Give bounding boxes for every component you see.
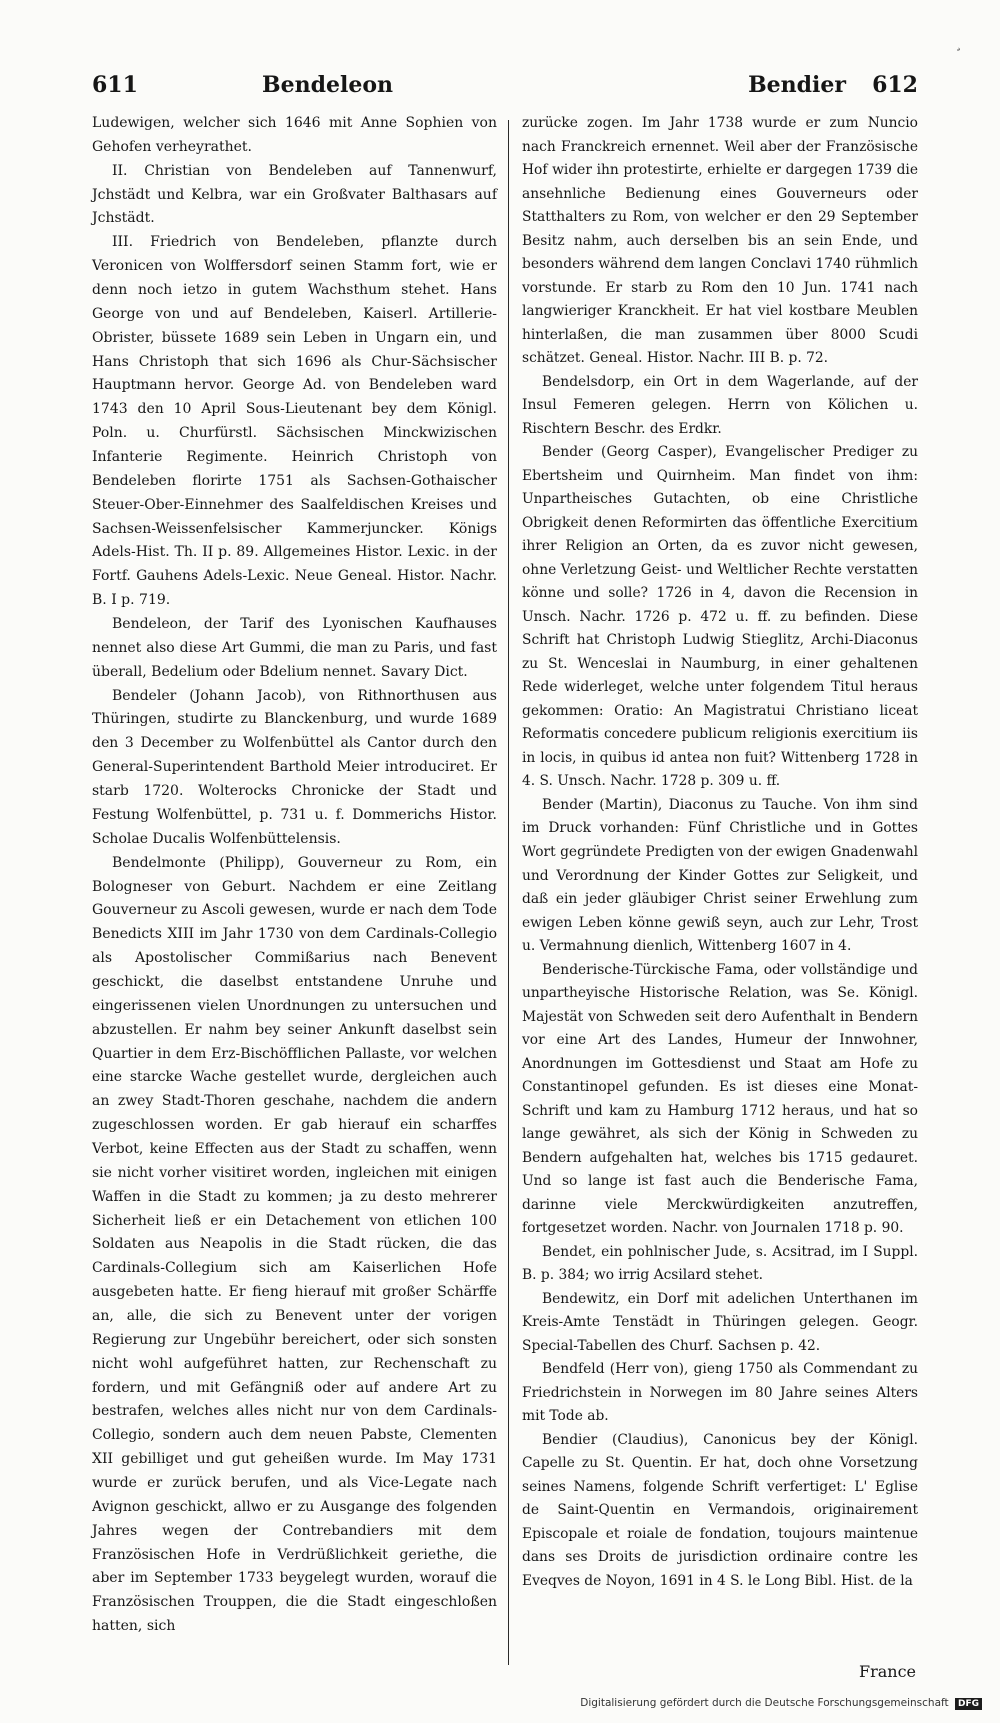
paragraph: III. Friedrich von Bendeleben, pflanzte durch Veronicen von Wolffersdorf seinen Stamm fort, wie er denn noch ietzo in gutem Wachsthum stehet. Hans George von und auf Bendeleben, Kaiserl. Artillerie-Obrister, büssete 1689 sein Leben in Ungarn ein, und Hans Christoph that sich 1696 als Chur-Sächsischer Hauptmann hervor. George Ad. von Bendeleben ward 1743 den 10 April Sous-Lieutenant bey dem Königl. Poln. u. Churfürstl. Sächsischen Minckwizischen Infanterie Regimente. Heinrich Christoph von Bendeleben florirte 1751 als Sachsen-Gothaischer Steuer-Ober-Einnehmer des Saalfeldischen Kreises und Sachsen-Weissenfelsischer Kammerjuncker. Königs Adels-Hist. Th. II p. 89. Allgemeines Histor. Lexic. in der Fortf. Gauhens Adels-Lexic. Neue Geneal. Histor. Nachr. B. I p. 719. — [92, 234, 497, 609]
catchword: France — [858, 1662, 916, 1681]
entry-bendeler: Bendeler (Johann Jacob), von Rithnorthusen aus Thüringen, studirte zu Blanckenburg, und wurde 1689 den 3 December zu Wolfenbüttel als Cantor durch den General-Superintendent Barthold Meier introduciret. Er starb 1720. Wolterocks Chronicke der Stadt und Festung Wolfenbüttel, p. 731 u. f. Dommerichs Histor. Scholae Ducalis Wolfenbüttelensis. — [92, 687, 497, 847]
entry-bendewitz: Bendewitz, ein Dorf mit adelichen Unterthanen im Kreis-Amte Tenstädt in Thüringen gelegen. Geogr. Special-Tabellen des Churf. Sachsen p. 42. — [522, 1290, 918, 1354]
entry-bender-georg: Bender (Georg Casper), Evangelischer Prediger zu Ebertsheim und Quirnheim. Man findet von ihm: Unpartheisches Gutachten, ob eine Christliche Obrigkeit denen Reformirten das öffentliche Exercitium ihrer Religion an Orten, da es zuvor nicht gewesen, ohne Verletzung Geist- und Weltlicher Rechte verstatten könne und solle? 1726 in 4, davon die Recension in Unsch. Nachr. 1726 p. 472 u. ff. zu befinden. Diese Schrift hat Christoph Ludwig Stieglitz, Archi-Diaconus zu St. Wenceslai in Naumburg, in einer gehaltenen Rede widerleget, welche unter folgendem Titul heraus gekommen: Oratio: An Magistratui Christiano liceat Reformatis concedere publicum religionis exercitium iis in locis, in quibus id antea non fuit? Wittenberg 1728 in 4. S. Unsch. Nachr. 1728 p. 309 u. ff. — [522, 444, 918, 790]
entry-bendet: Bendet, ein pohlnischer Jude, s. Acsitrad, im I Suppl. B. p. 384; wo irrig Acsilard stehet. — [522, 1243, 918, 1284]
paragraph: II. Christian von Bendeleben auf Tannenwurf, Jchstädt und Kelbra, war ein Großvater Balthasars auf Jchstädt. — [92, 162, 497, 227]
running-title-left: Bendeleon — [262, 72, 393, 98]
entry-bender-martin: Bender (Martin), Diaconus zu Tauche. Von ihm sind im Druck vorhanden: Fünf Christliche und in Gottes Wort gegründete Predigten von der ewigen Gnadenwahl und Verordnung der Kinder Gottes zur Seligkeit, und daß ein jeder gläubiger Christ seiner Erwehlung zum ewigen Leben könne gewiß seyn, auch zur Lehr, Trost u. Vermahnung dienlich, Wittenberg 1607 in 4. — [522, 796, 918, 955]
running-title-right: Bendier — [748, 72, 846, 98]
footer — [580, 1697, 982, 1710]
entry-bendelmonte: Bendelmonte (Philipp), Gouverneur zu Rom, ein Bologneser von Geburt. Nachdem er eine Zeitlang Gouverneur zu Ascoli gewesen, wurde er nach dem Tode Benedicts XIII im Jahr 1730 von dem Cardinals-Collegio als Apostolischer Commißarius nach Benevent geschickt, die daselbst entstandene Unruhe und eingerissenen vielen Unordnungen zu untersuchen und abzustellen. Er nahm bey seiner Ankunft daselbst sein Quartier in dem Erz-Bischöfflichen Pallaste, vor welchen eine starcke Wache gestellet wurde, dergleichen auch an zwey Stadt-Thoren geschahe, nachdem die andern zugeschlossen worden. Er gab hierauf ein scharffes Verbot, keine Effecten aus der Stadt zu schaffen, wenn sie nicht vorher visitiret worden, ingleichen mit einigen Waffen in die Stadt zu kommen; ja zu desto mehrerer Sicherheit ließ er ein Detachement von etlichen 100 Soldaten aus Neapolis in die Stadt rücken, die das Cardinals-Collegium sich am Kaiserlichen Hofe ausgebeten hatte. Er fieng hierauf mit großer Schärffe an, alle, die sich zu Benevent unter der vorigen Regierung zur Ungebühr bereichert, oder sich sonsten nicht wohl aufgeführet hatten, zur Rechenschaft zu fordern, und mit Gefängniß oder auf andere Art zu bestrafen, welches alles nicht nur von dem Cardinals-Collegio, sondern auch dem neuen Pabste, Clementen XII gebilliget und gut geheißen wurde. Im May 1731 wurde er zurück berufen, und als Vice-Legate nach Avignon geschickt, allwo er zu Ausgange des folgenden Jahres wegen der Contrebandiers mit dem Französischen Hofe in Verdrüßlichkeit geriethe, die aber im September 1733 beygelegt wurden, worauf die Französischen Trouppen, die die Stadt eingeschloßen hatten, sich — [92, 854, 497, 1635]
page-number-right: 612 — [872, 72, 918, 98]
footer-text: Digitalisierung gefördert durch die Deutsche Forschungsgemeinschaft — [580, 1697, 949, 1709]
entry-bendier: Bendier (Claudius), Canonicus bey der Königl. Capelle zu St. Quentin. Er hat, doch ohne Vorsetzung seines Namens, folgende Schrift verfertiget: L' Eglise de Saint-Quentin en Vermandois, originairement Episcopale et roiale de fondation, toujours maintenue dans ses Droits de jurisdiction ordinaire contre les Eveqves de Noyon, 1691 in 4 S. le Long Bibl. Hist. de la — [522, 1431, 918, 1589]
column-divider — [508, 120, 509, 1665]
entry-bendeleon: Bendeleon, der Tarif des Lyonischen Kaufhauses nennet also diese Art Gummi, die man zu Paris, und fast überall, Bedelium oder Bdelium nennet. Savary Dict. — [92, 616, 497, 680]
dfg-logo: DFG — [955, 1698, 982, 1710]
margin-mark: ¸ — [955, 36, 962, 52]
entry-bendelsdorp: Bendelsdorp, ein Ort in dem Wagerlande, auf der Insul Femeren gelegen. Herrn von Kölichen u. Rischtern Beschr. des Erdkr. — [522, 373, 918, 437]
paragraph: zurücke zogen. Im Jahr 1738 wurde er zum Nuncio nach Franckreich ernennet. Weil aber der Französische Hof wider ihn protestirte, erhielte er dargegen 1739 die ansehnliche Bedienung eines Gouverneurs oder Statthalters zu Rom, von welcher er den 29 September Besitz nahm, auch derselben bis an sein Ende, und besonders während dem langen Conclavi 1740 rühmlich vorstunde. Er starb zu Rom den 10 Jun. 1741 nach langwieriger Kranckheit. Er hat viel kostbare Meublen hinterlaßen, die man zusammen über 8000 Scudi schätzet. Geneal. Histor. Nachr. III B. p. 72. — [522, 115, 918, 367]
page-number-left: 611 — [92, 72, 138, 98]
paragraph: Ludewigen, welcher sich 1646 mit Anne Sophien von Gehofen verheyrathet. — [92, 115, 497, 155]
left-column — [92, 112, 497, 1639]
right-column — [522, 112, 918, 1593]
entry-bendfeld: Bendfeld (Herr von), gieng 1750 als Commendant zu Friedrichstein in Norwegen im 80 Jahre seines Alters mit Tode ab. — [522, 1361, 918, 1425]
entry-benderische-fama: Benderische-Türckische Fama, oder vollständige und unpartheyische Historische Relation, was Se. Königl. Majestät von Schweden seit dero Aufenthalt in Bendern vor eine Art des Landes, Humeur der Innwohner, Anordnungen im Gottesdienst und Staat am Hofe zu Constantinopel gefunden. Es ist dieses eine Monat-Schrift und kam zu Hamburg 1712 heraus, und hat so lange gewähret, als sich der König in Schweden zu Bendern aufgehalten hat, welches bis 1715 gedauret. Und so lange ist fast auch die Benderische Fama, darinne viele Merckwürdigkeiten anzutreffen, fortgesetzet worden. Nachr. von Journalen 1718 p. 90. — [522, 961, 918, 1237]
page-header — [92, 72, 918, 108]
